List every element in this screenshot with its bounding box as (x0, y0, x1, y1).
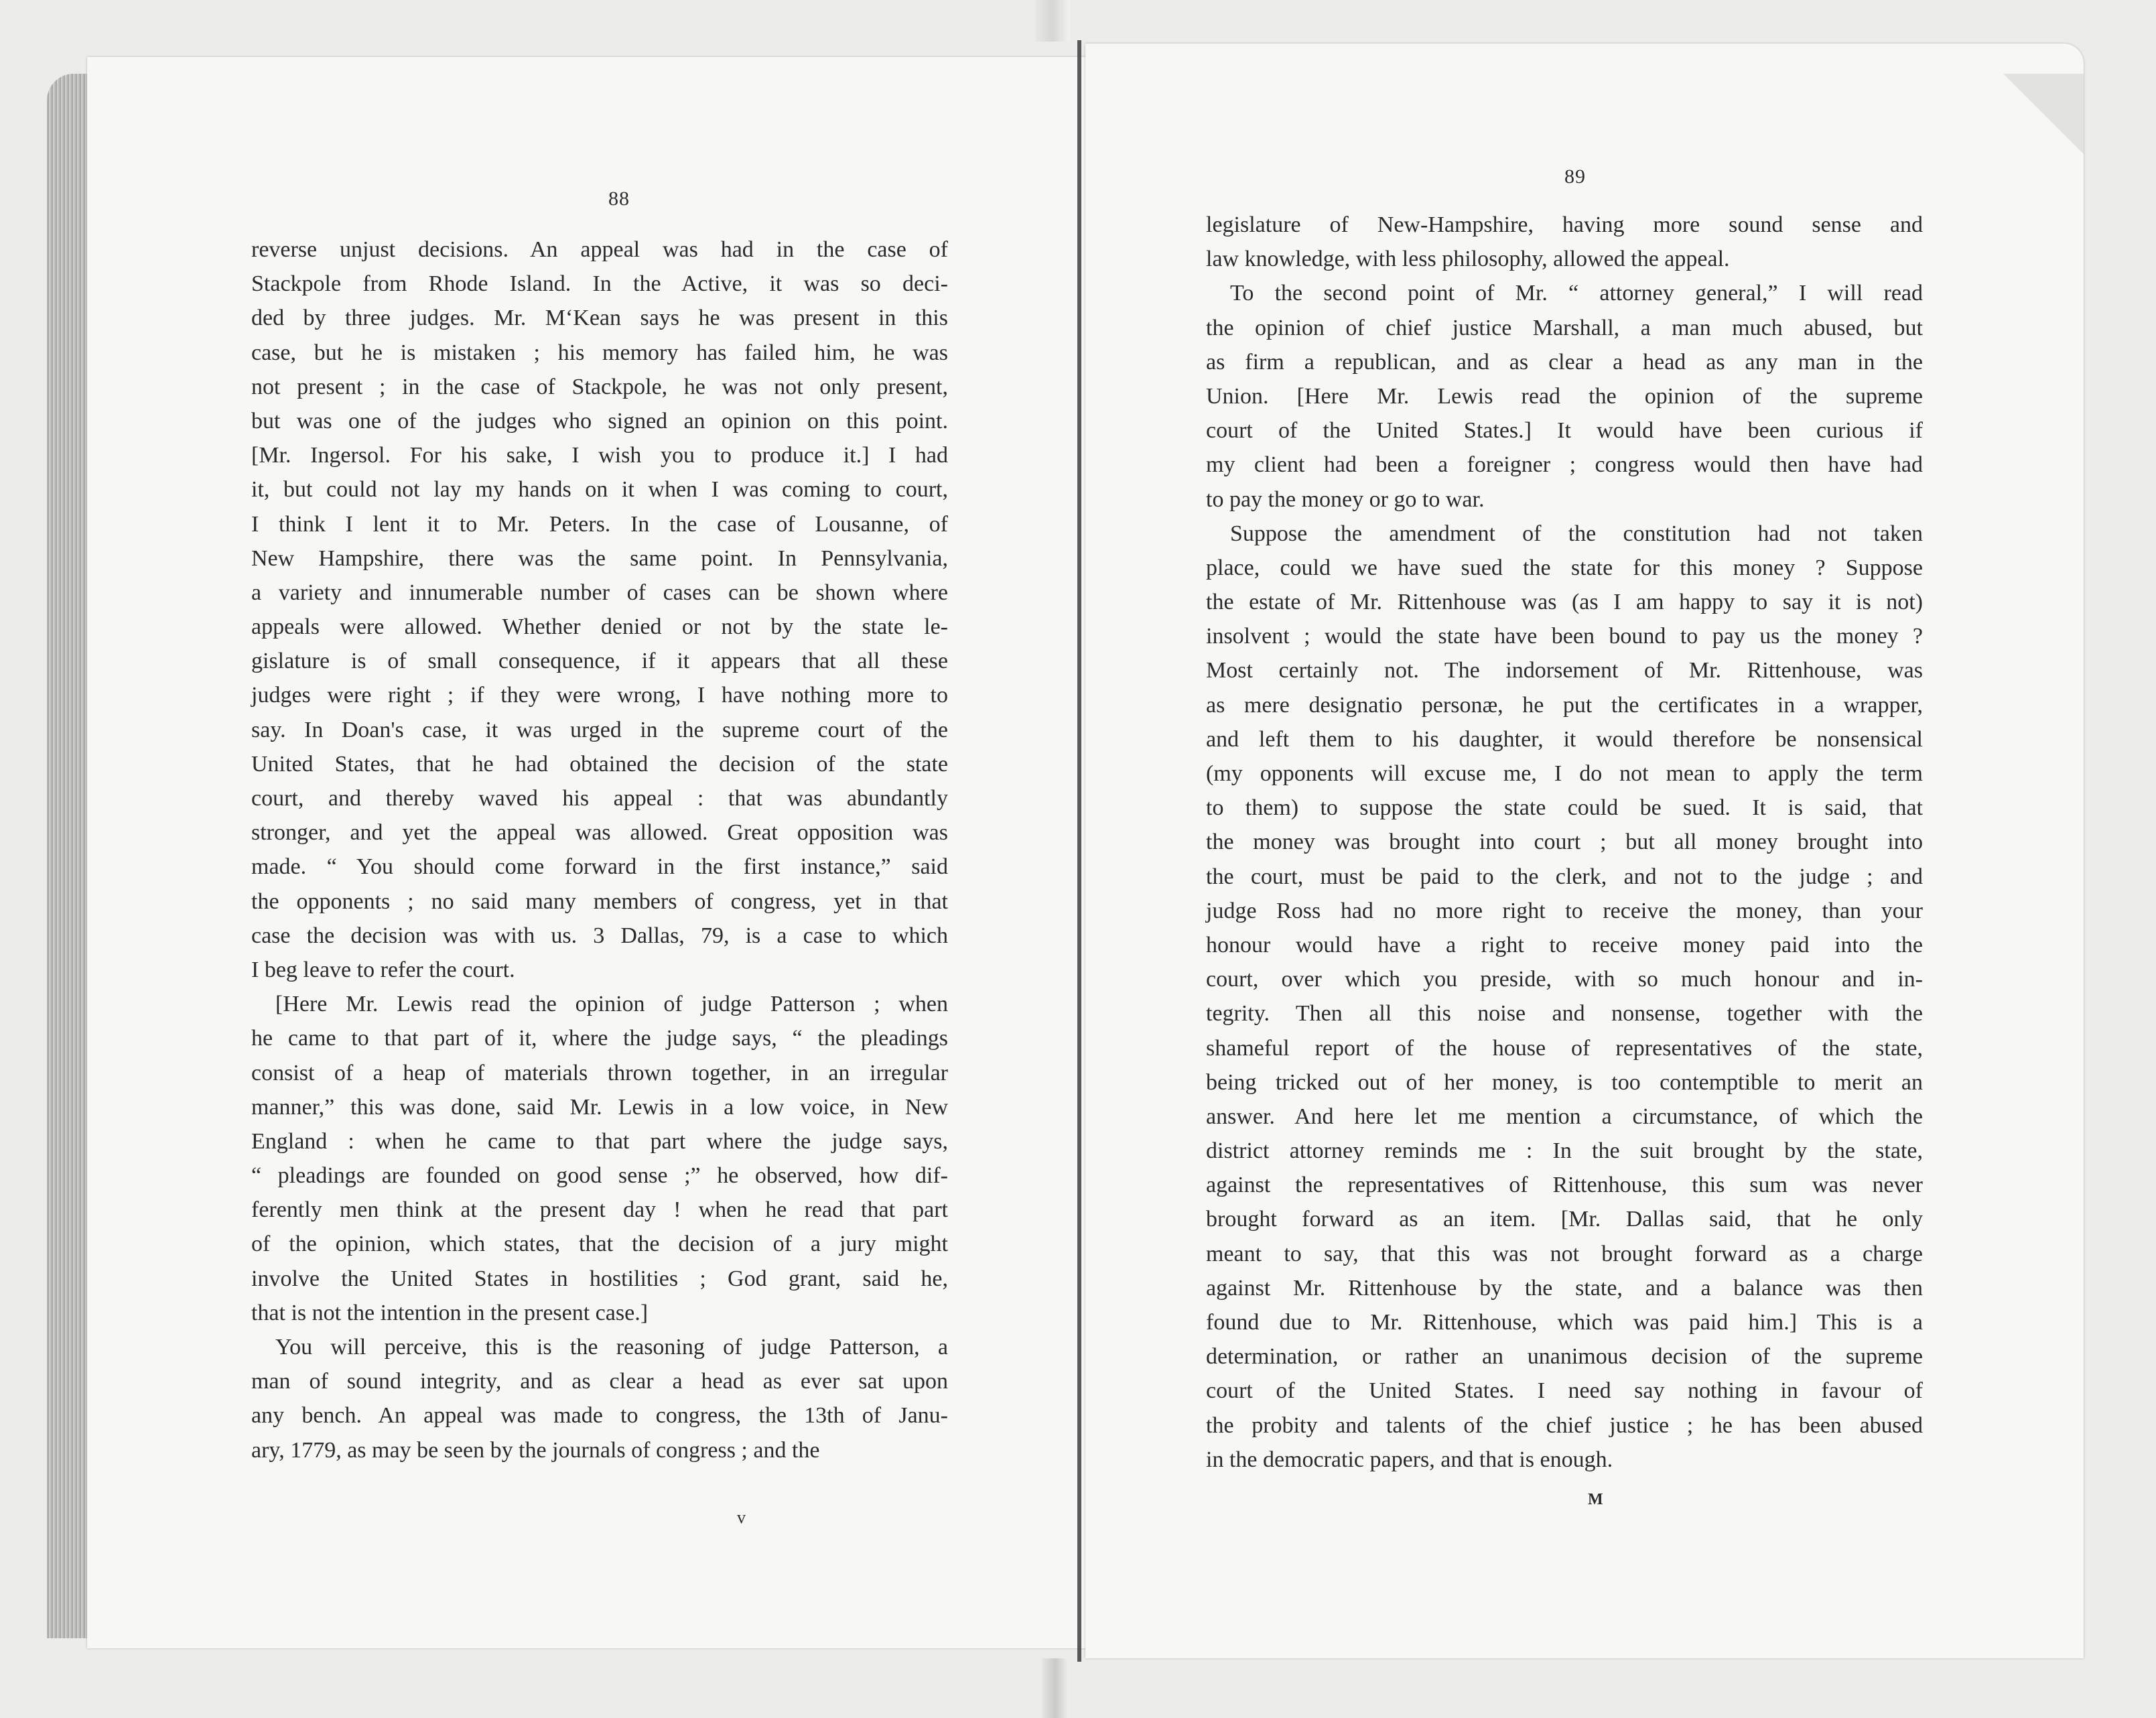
text-line: being tricked out of her money, is too contemptible to merit an (1206, 1069, 1923, 1095)
signature-mark: M (1588, 1491, 1603, 1508)
text-line: brought forward as an item. [Mr. Dallas said, that he only (1206, 1207, 1923, 1232)
text-line: involve the United States in hostilities ; God grant, said he, (251, 1266, 948, 1291)
text-line: the money was brought into court ; but all money brought into (1206, 830, 1923, 855)
text-line: but was one of the judges who signed an opinion on this point. (251, 408, 948, 434)
text-line: court, and thereby waved his appeal : that was abundantly (251, 786, 948, 811)
text-line: to pay the money or go to war. (1206, 486, 1485, 512)
text-line: he came to that part of it, where the judge says, “ the pleadings (251, 1026, 948, 1051)
text-line: reverse unjust decisions. An appeal was had in the case of (251, 237, 948, 262)
text-line: [Here Mr. Lewis read the opinion of judge Patterson ; when (275, 992, 948, 1017)
text-line: as mere designatio personæ, he put the certificates in a wrapper, (1206, 692, 1923, 718)
text-line: tegrity. Then all this noise and nonsense, together with the (1206, 1001, 1923, 1027)
page-body-text (1206, 208, 1923, 1477)
text-line: Most certainly not. The indorsement of Mr. Rittenhouse, was (1206, 658, 1923, 683)
text-line: determination, or rather an unanimous decision of the supreme (1206, 1344, 1923, 1370)
text-line: the opinion of chief justice Marshall, a man much abused, but (1206, 315, 1923, 340)
text-line: manner,” this was done, said Mr. Lewis in a low voice, in New (251, 1094, 948, 1120)
right-page (1085, 44, 2084, 1658)
text-line: ded by three judges. Mr. M‘Kean says he was present in this (251, 306, 948, 331)
text-line: that is not the intention in the present case.] (251, 1300, 649, 1325)
text-line: England : when he came to that part where the judge says, (251, 1128, 948, 1154)
footer-mark: v (737, 1508, 746, 1527)
page-gutter (1077, 40, 1081, 1662)
text-line: against Mr. Rittenhouse by the state, and a balance was then (1206, 1275, 1923, 1301)
text-line: United States, that he had obtained the decision of the state (251, 751, 948, 777)
text-line: the estate of Mr. Rittenhouse was (as I am happy to say it is not) (1206, 590, 1923, 615)
text-line: meant to say, that this was not brought forward as a charge (1206, 1241, 1923, 1266)
text-line: of the opinion, which states, that the decision of a jury might (251, 1232, 948, 1257)
text-line: To the second point of Mr. “ attorney general,” I will read (1230, 281, 1923, 306)
text-line: found due to Mr. Rittenhouse, which was paid him.] This is a (1206, 1310, 1923, 1335)
text-line: the opponents ; no said many members of congress, yet in that (251, 888, 948, 914)
text-line: a variety and innumerable number of cases can be shown where (251, 580, 948, 605)
text-line: the court, must be paid to the clerk, and not to the judge ; and (1206, 864, 1923, 889)
text-line: place, could we have sued the state for this money ? Suppose (1206, 555, 1923, 580)
text-line: to them) to suppose the state could be sued. It is said, that (1206, 795, 1923, 821)
text-line: any bench. An appeal was made to congress, the 13th of Janu- (251, 1403, 948, 1429)
text-line: judges were right ; if they were wrong, I have nothing more to (251, 683, 948, 708)
page-body-text (251, 233, 948, 1467)
folded-corner (2003, 74, 2084, 154)
text-line: the probity and talents of the chief justice ; he has been abused (1206, 1412, 1923, 1438)
text-line: (my opponents will excuse me, I do not mean to apply the term (1206, 761, 1923, 786)
text-line: consist of a heap of materials thrown together, in an irregular (251, 1060, 948, 1085)
text-line: case, but he is mistaken ; his memory has failed him, he was (251, 340, 948, 365)
text-line: district attorney reminds me : In the suit brought by the state, (1206, 1138, 1923, 1164)
text-line: made. “ You should come forward in the first instance,” said (251, 854, 948, 880)
text-line: gislature is of small consequence, if it appears that all these (251, 649, 948, 674)
text-line: shameful report of the house of representatives of the state, (1206, 1035, 1923, 1061)
text-line: “ pleadings are founded on good sense ;” he observed, how dif- (251, 1163, 948, 1189)
text-line: law knowledge, with less philosophy, allowed the appeal. (1206, 247, 1730, 272)
text-line: my client had been a foreigner ; congress would then have had (1206, 452, 1923, 478)
text-line: as firm a republican, and as clear a head as any man in the (1206, 349, 1923, 375)
text-line: case the decision was with us. 3 Dallas, 79, is a case to which (251, 923, 948, 948)
text-line: it, but could not lay my hands on it when I was coming to court, (251, 477, 948, 503)
text-line: say. In Doan's case, it was urged in the supreme court of the (251, 717, 948, 742)
text-line: and left them to his daughter, it would therefore be nonsensical (1206, 726, 1923, 752)
text-line: New Hampshire, there was the same point. In Pennsylvania, (251, 545, 948, 571)
text-line: ary, 1779, as may be seen by the journals of congress ; and the (251, 1437, 820, 1463)
text-line: legislature of New-Hampshire, having more sound sense and (1206, 212, 1923, 237)
text-line: I think I lent it to Mr. Peters. In the case of Lousanne, of (251, 511, 948, 537)
text-line: not present ; in the case of Stackpole, he was not only present, (251, 374, 948, 399)
text-line: I beg leave to refer the court. (251, 957, 515, 982)
text-line: judge Ross had no more right to receive the money, than your (1206, 898, 1923, 923)
binding-spine-top (1035, 0, 1070, 42)
text-line: against the representatives of Rittenhouse, this sum was never (1206, 1173, 1923, 1198)
text-line: honour would have a right to receive money paid into the (1206, 932, 1923, 957)
text-line: insolvent ; would the state have been bound to pay us the money ? (1206, 624, 1923, 649)
text-line: stronger, and yet the appeal was allowed. Great opposition was (251, 820, 948, 846)
text-line: man of sound integrity, and as clear a head as ever sat upon (251, 1369, 948, 1394)
text-line: court, over which you preside, with so much honour and in- (1206, 967, 1923, 992)
binding-spine-bottom (1042, 1658, 1069, 1718)
page-number: 89 (1564, 166, 1586, 188)
text-line: Stackpole from Rhode Island. In the Active, it was so deci- (251, 271, 948, 297)
text-line: Union. [Here Mr. Lewis read the opinion of the supreme (1206, 383, 1923, 409)
left-page (87, 57, 1105, 1648)
text-line: [Mr. Ingersol. For his sake, I wish you to produce it.] I had (251, 443, 948, 468)
text-line: You will perceive, this is the reasoning of judge Patterson, a (275, 1335, 948, 1360)
page-number: 88 (608, 188, 630, 210)
text-line: court of the United States.] It would have been curious if (1206, 418, 1923, 444)
text-line: appeals were allowed. Whether denied or not by the state le- (251, 614, 948, 640)
text-line: Suppose the amendment of the constitution had not taken (1230, 521, 1923, 546)
text-line: ferently men think at the present day ! when he read that part (251, 1197, 948, 1223)
text-line: in the democratic papers, and that is enough. (1206, 1447, 1613, 1472)
text-line: court of the United States. I need say nothing in favour of (1206, 1378, 1923, 1404)
text-line: answer. And here let me mention a circumstance, of which the (1206, 1104, 1923, 1129)
